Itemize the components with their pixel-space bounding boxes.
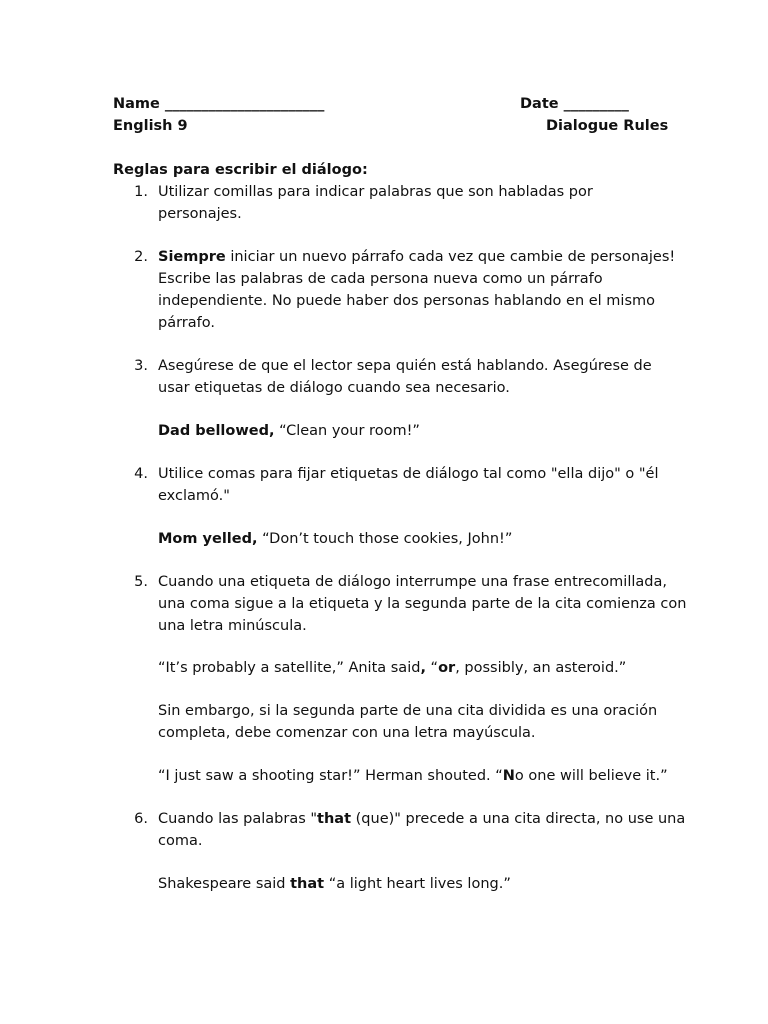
example-sentence — [158, 657, 626, 679]
example-sentence — [158, 873, 511, 895]
rule-text-line: una letra minúscula. — [158, 618, 307, 634]
rule-text-line: Cuando una etiqueta de diálogo interrumpe una frase entrecomillada, — [158, 574, 667, 590]
quote-text: o one will believe it.” — [514, 768, 668, 784]
rule-text-line: Utilice comas para fijar etiquetas de diálogo tal como "ella dijo" o "él — [158, 466, 659, 482]
date-field: Date _________ — [520, 96, 629, 112]
quote-text: “Don’t touch those cookies, John!” — [257, 531, 513, 547]
rule-text-line: coma. — [158, 833, 203, 849]
example-sentence — [158, 528, 512, 550]
example-sentence — [158, 765, 668, 787]
rule-number: 3. — [134, 358, 148, 374]
name-field: Name ______________________ — [113, 96, 325, 112]
rule-text-line: exclamó." — [158, 488, 230, 504]
quote-text: “Clean your room!” — [274, 423, 420, 439]
emphasis-word: or — [438, 660, 456, 676]
rule-number: 6. — [134, 811, 148, 827]
rule-text: (que)" precede a una cita directa, no use una — [351, 811, 686, 827]
emphasis-word: that — [290, 876, 325, 892]
rule-text-line: una coma sigue a la etiqueta y la segunda parte de la cita comienza con — [158, 596, 687, 612]
rule-text: Cuando las palabras " — [158, 811, 318, 827]
rule-text-line: usar etiquetas de diálogo cuando sea necesario. — [158, 380, 510, 396]
dialogue-tag: Dad bellowed, — [158, 423, 275, 439]
note-line: completa, debe comenzar con una letra mayúscula. — [158, 725, 536, 741]
rule-number: 1. — [134, 184, 148, 200]
quote-text: , possibly, an asteroid.” — [455, 660, 627, 676]
rule-text: iniciar un nuevo párrafo cada vez que cambie de personajes! — [225, 249, 676, 265]
emphasis-word: that — [317, 811, 352, 827]
rule-text-line: Asegúrese de que el lector sepa quién está hablando. Asegúrese de — [158, 358, 652, 374]
note-line: Sin embargo, si la segunda parte de una cita dividida es una oración — [158, 703, 658, 719]
quote-text: “ — [425, 660, 439, 676]
rule-text-line — [158, 246, 675, 268]
rule-text-line — [158, 808, 685, 830]
rule-number: 2. — [134, 249, 148, 265]
dialogue-tag: Mom yelled, — [158, 531, 258, 547]
quote-text: “It’s probably a satellite,” Anita said — [158, 660, 421, 676]
rule-text-line: Utilizar comillas para indicar palabras que son habladas por — [158, 184, 593, 200]
course-label: English 9 — [113, 118, 188, 134]
document-title: Reglas para escribir el diálogo: — [113, 162, 368, 178]
emphasis-word: Siempre — [158, 249, 226, 265]
rule-text-line: independiente. No puede haber dos personas hablando en el mismo — [158, 293, 656, 309]
topic-label: Dialogue Rules — [546, 118, 669, 134]
rule-text-line: personajes. — [158, 206, 242, 222]
rule-number: 4. — [134, 466, 148, 482]
rule-text-line: Escribe las palabras de cada persona nueva como un párrafo — [158, 271, 603, 287]
example-sentence — [158, 420, 420, 442]
rule-text-line: párrafo. — [158, 315, 215, 331]
rule-number: 5. — [134, 574, 148, 590]
quote-text: Shakespeare said — [158, 876, 291, 892]
quote-text: “a light heart lives long.” — [324, 876, 511, 892]
quote-text: “I just saw a shooting star!” Herman shouted. “ — [158, 768, 503, 784]
emphasis-letter: N — [502, 768, 515, 784]
emphasis-comma: , — [420, 660, 426, 676]
